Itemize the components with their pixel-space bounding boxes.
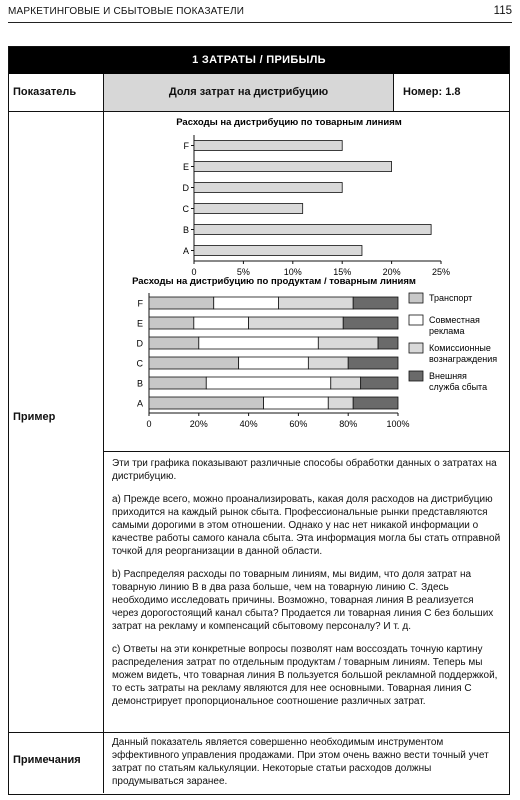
category-band: 1 ЗАТРАТЫ / ПРИБЫЛЬ [9, 47, 509, 74]
stack-segment [278, 297, 353, 309]
stack-segment [308, 357, 348, 369]
indicator-title: Доля затрат на дистрибуцию [104, 74, 394, 111]
stack-segment [264, 397, 329, 409]
stack-segment [149, 377, 206, 389]
stack-segment [149, 317, 194, 329]
stack-segment [361, 377, 398, 389]
paragraph-a: а) Прежде всего, можно проанализировать, какая доля расходов на дистрибуцию приходится на каждый рынок сбыта. Профессиональные рынки представляются самыми дорогими в этом отношении. Однако у нас нет никакой информации о качестве работы самого канала сбыта. Эта информация могла бы стать отправной точкой для реорганизации в данной области. [112, 494, 501, 557]
stack-segment [214, 297, 279, 309]
x-tick-label: 80% [339, 419, 358, 429]
legend-label: служба сбыта [429, 382, 488, 392]
charts-area [104, 111, 509, 452]
legend-swatch [409, 371, 423, 381]
stack-segment [206, 377, 331, 389]
notes-row [9, 732, 509, 793]
category-label: A [136, 398, 143, 409]
stack-segment [328, 397, 353, 409]
x-tick-label: 5% [236, 267, 250, 277]
category-label: D [136, 338, 143, 349]
running-header [8, 0, 512, 23]
x-tick-label: 10% [283, 267, 302, 277]
x-tick-label: 40% [239, 419, 258, 429]
stack-segment [149, 357, 239, 369]
paragraph-b: b) Распределяя расходы по товарным линиям, мы видим, что доля затрат на товарную линию В в два раза больше, чем на товарную линию С. Здесь необходимо исследовать причины. Возможно, товарная линия В реализуется через дорогостоящий канал сбыта? Продается ли товарная линия С без больших затрат на рекламу и компенсаций сбытовому персоналу? И т. д. [112, 569, 494, 632]
bar [194, 204, 303, 214]
paragraph-c: c) Ответы на эти конкретные вопросы позволят нам воссоздать точную картину распределения затрат по отдельным продуктам / товарным линиям. Теперь мы можем видеть, что товарная линия В пользуется большой рекламной поддержкой, то есть затраты на рекламу являются для нее основными. Товарная линия С демонстрирует пропорциональное соотношение различных затрат. [112, 644, 498, 707]
page-number: 115 [493, 5, 512, 17]
x-tick-label: 20% [382, 267, 401, 277]
x-tick-label: 25% [431, 267, 451, 277]
category-label: B [182, 225, 189, 235]
example-row [9, 111, 509, 733]
category-label: C [136, 358, 143, 369]
legend-label: Транспорт [429, 293, 473, 303]
category-label: D [182, 183, 189, 193]
x-tick-label: 0 [191, 267, 197, 277]
legend-label: вознаграждения [429, 354, 498, 364]
legend-label: Внешняя [429, 371, 467, 381]
category-label: E [136, 318, 143, 329]
section-title: МАРКЕТИНГОВЫЕ И СБЫТОВЫЕ ПОКАЗАТЕЛИ [8, 6, 245, 17]
legend-label: Комиссионные [429, 343, 491, 353]
legend-swatch [409, 315, 423, 325]
example-content [104, 111, 509, 732]
category-label: C [182, 204, 189, 214]
example-text [112, 457, 501, 718]
indicator-label: Показатель [9, 74, 104, 111]
stack-segment [343, 317, 398, 329]
x-tick-label: 60% [289, 419, 308, 429]
x-tick-label: 20% [189, 419, 208, 429]
stack-segment [331, 377, 361, 389]
legend-swatch [409, 343, 423, 353]
bar [194, 225, 431, 235]
stack-segment [149, 297, 214, 309]
product-line-bar-chart [104, 111, 509, 277]
category-label: F [183, 141, 189, 151]
category-label: B [136, 378, 143, 389]
bar [194, 141, 342, 151]
stack-segment [149, 337, 199, 349]
category-label: A [182, 246, 189, 256]
legend-swatch [409, 293, 423, 303]
stack-segment [348, 357, 398, 369]
notes-label-cell [9, 732, 104, 793]
stack-segment [149, 397, 264, 409]
stack-segment [318, 337, 378, 349]
intro-paragraph: Эти три графика показывают различные способы обработки данных о затратах на дистрибуцию. [112, 458, 497, 482]
stack-segment [249, 317, 344, 329]
stack-segment [199, 337, 319, 349]
stack-segment [353, 297, 398, 309]
example-label: Пример [13, 411, 56, 423]
legend-label: реклама [429, 326, 465, 336]
indicator-table [8, 46, 510, 795]
notes-label: Примечания [13, 754, 81, 766]
category-label: F [137, 298, 143, 309]
indicator-number: Номер: 1.8 [403, 86, 461, 98]
category-label: E [182, 162, 189, 172]
stack-segment [378, 337, 398, 349]
chart-title: Расходы на дистрибуцию по товарным линиям [176, 117, 402, 128]
chart-title: Расходы на дистрибуцию по продуктам / товарным линиям [132, 276, 416, 287]
stacked-cost-chart [104, 271, 509, 451]
example-label-cell [9, 111, 104, 732]
bar [194, 246, 362, 256]
stack-segment [239, 357, 309, 369]
indicator-row [9, 74, 509, 112]
bar [194, 162, 392, 172]
notes-text: Данный показатель является совершенно необходимым инструментом эффективного управления продажами. При этом очень важно вести точный учет затрат по статьям калькуляции. Некоторые статьи расходов должны продумываться заранее. [112, 737, 489, 787]
x-tick-label: 15% [333, 267, 352, 277]
stack-segment [353, 397, 398, 409]
stack-segment [194, 317, 249, 329]
x-tick-label: 0 [146, 419, 152, 429]
x-tick-label: 100% [386, 419, 410, 429]
bar [194, 183, 342, 193]
legend-label: Совместная [429, 315, 480, 325]
